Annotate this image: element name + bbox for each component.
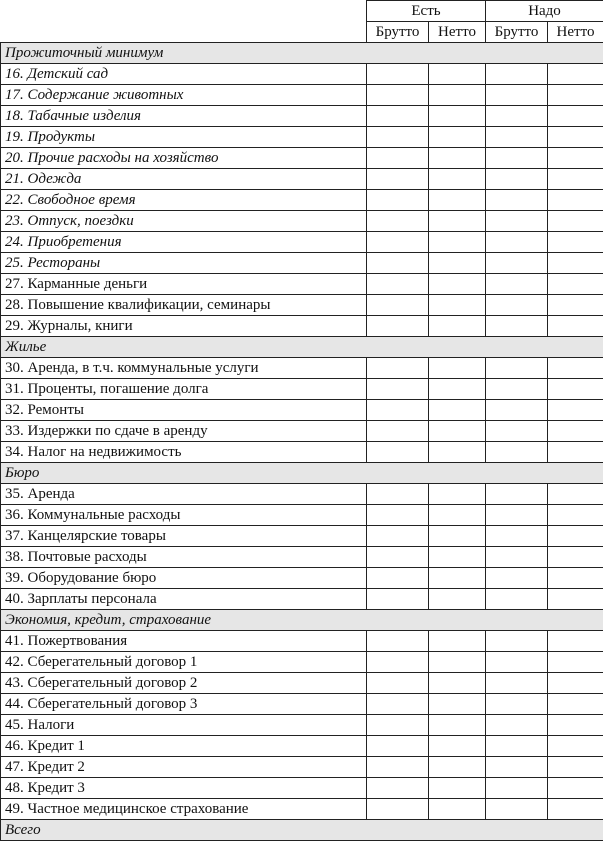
value-cell-need-net[interactable] bbox=[548, 568, 603, 589]
value-cell-need-gross[interactable] bbox=[486, 211, 548, 232]
header-row-groups bbox=[1, 1, 603, 22]
table-row bbox=[1, 652, 603, 673]
value-cell-have-gross[interactable] bbox=[367, 757, 429, 778]
value-cell-have-gross[interactable] bbox=[367, 379, 429, 400]
table-row bbox=[1, 421, 603, 442]
row-label: 48. Кредит 3 bbox=[1, 778, 367, 799]
row-label: 17. Содержание животных bbox=[1, 85, 367, 106]
section-title: Экономия, кредит, страхование bbox=[1, 610, 603, 631]
value-cell-need-net[interactable] bbox=[548, 673, 603, 694]
value-cell-have-gross[interactable] bbox=[367, 316, 429, 337]
value-cell-have-gross[interactable] bbox=[367, 799, 429, 820]
table-row bbox=[1, 673, 603, 694]
table-row bbox=[1, 694, 603, 715]
value-cell-need-net[interactable] bbox=[548, 799, 603, 820]
header-have-gross: Брутто bbox=[367, 22, 429, 43]
value-cell-have-gross[interactable] bbox=[367, 400, 429, 421]
value-cell-need-net[interactable] bbox=[548, 421, 603, 442]
table-row bbox=[1, 211, 603, 232]
value-cell-have-gross[interactable] bbox=[367, 631, 429, 652]
table-row bbox=[1, 799, 603, 820]
section-title: Бюро bbox=[1, 463, 603, 484]
value-cell-have-gross[interactable] bbox=[367, 190, 429, 211]
table-row bbox=[1, 316, 603, 337]
value-cell-have-gross[interactable] bbox=[367, 85, 429, 106]
row-label: 49. Частное медицинское страхование bbox=[1, 799, 367, 820]
value-cell-have-gross[interactable] bbox=[367, 694, 429, 715]
section-header bbox=[1, 43, 603, 64]
value-cell-need-gross[interactable] bbox=[486, 568, 548, 589]
row-label: 47. Кредит 2 bbox=[1, 757, 367, 778]
value-cell-have-net[interactable] bbox=[429, 736, 486, 757]
value-cell-have-gross[interactable] bbox=[367, 211, 429, 232]
value-cell-need-gross[interactable] bbox=[486, 295, 548, 316]
value-cell-have-net[interactable] bbox=[429, 295, 486, 316]
value-cell-have-net[interactable] bbox=[429, 211, 486, 232]
table-row bbox=[1, 190, 603, 211]
value-cell-need-net[interactable] bbox=[548, 400, 603, 421]
value-cell-need-gross[interactable] bbox=[486, 505, 548, 526]
value-cell-need-net[interactable] bbox=[548, 694, 603, 715]
value-cell-have-gross[interactable] bbox=[367, 652, 429, 673]
row-label: 33. Издержки по сдаче в аренду bbox=[1, 421, 367, 442]
table-row bbox=[1, 127, 603, 148]
row-label: 41. Пожертвования bbox=[1, 631, 367, 652]
value-cell-need-net[interactable] bbox=[548, 316, 603, 337]
value-cell-have-gross[interactable] bbox=[367, 169, 429, 190]
value-cell-need-net[interactable] bbox=[548, 253, 603, 274]
value-cell-need-gross[interactable] bbox=[486, 757, 548, 778]
value-cell-have-net[interactable] bbox=[429, 778, 486, 799]
row-label: 45. Налоги bbox=[1, 715, 367, 736]
table-row bbox=[1, 148, 603, 169]
value-cell-need-net[interactable] bbox=[548, 64, 603, 85]
value-cell-need-net[interactable] bbox=[548, 190, 603, 211]
table-row bbox=[1, 400, 603, 421]
value-cell-need-gross[interactable] bbox=[486, 715, 548, 736]
value-cell-need-net[interactable] bbox=[548, 547, 603, 568]
value-cell-need-gross[interactable] bbox=[486, 631, 548, 652]
value-cell-have-gross[interactable] bbox=[367, 358, 429, 379]
row-label: 34. Налог на недвижимость bbox=[1, 442, 367, 463]
value-cell-have-net[interactable] bbox=[429, 106, 486, 127]
row-label: 21. Одежда bbox=[1, 169, 367, 190]
value-cell-need-net[interactable] bbox=[548, 652, 603, 673]
header-group-need: Надо bbox=[486, 1, 603, 22]
table-row bbox=[1, 778, 603, 799]
row-label: 22. Свободное время bbox=[1, 190, 367, 211]
table-row bbox=[1, 757, 603, 778]
value-cell-have-net[interactable] bbox=[429, 526, 486, 547]
value-cell-need-net[interactable] bbox=[548, 127, 603, 148]
value-cell-have-net[interactable] bbox=[429, 799, 486, 820]
value-cell-need-gross[interactable] bbox=[486, 736, 548, 757]
value-cell-need-net[interactable] bbox=[548, 148, 603, 169]
table-row bbox=[1, 568, 603, 589]
table-row bbox=[1, 85, 603, 106]
row-label: 18. Табачные изделия bbox=[1, 106, 367, 127]
section-title: Прожиточный минимум bbox=[1, 43, 603, 64]
value-cell-need-net[interactable] bbox=[548, 85, 603, 106]
row-label: 38. Почтовые расходы bbox=[1, 547, 367, 568]
value-cell-need-net[interactable] bbox=[548, 526, 603, 547]
value-cell-need-gross[interactable] bbox=[486, 652, 548, 673]
value-cell-need-gross[interactable] bbox=[486, 148, 548, 169]
value-cell-need-gross[interactable] bbox=[486, 589, 548, 610]
value-cell-need-gross[interactable] bbox=[486, 799, 548, 820]
value-cell-need-net[interactable] bbox=[548, 358, 603, 379]
value-cell-need-net[interactable] bbox=[548, 505, 603, 526]
value-cell-have-net[interactable] bbox=[429, 673, 486, 694]
value-cell-have-gross[interactable] bbox=[367, 64, 429, 85]
value-cell-have-net[interactable] bbox=[429, 127, 486, 148]
value-cell-need-net[interactable] bbox=[548, 736, 603, 757]
value-cell-need-gross[interactable] bbox=[486, 778, 548, 799]
value-cell-have-net[interactable] bbox=[429, 715, 486, 736]
value-cell-have-gross[interactable] bbox=[367, 778, 429, 799]
section-title: Всего bbox=[1, 820, 603, 841]
table-row bbox=[1, 232, 603, 253]
value-cell-need-net[interactable] bbox=[548, 295, 603, 316]
value-cell-have-net[interactable] bbox=[429, 589, 486, 610]
table-row bbox=[1, 736, 603, 757]
value-cell-need-gross[interactable] bbox=[486, 253, 548, 274]
value-cell-have-gross[interactable] bbox=[367, 547, 429, 568]
value-cell-have-net[interactable] bbox=[429, 694, 486, 715]
value-cell-have-net[interactable] bbox=[429, 757, 486, 778]
value-cell-have-net[interactable] bbox=[429, 148, 486, 169]
value-cell-have-net[interactable] bbox=[429, 169, 486, 190]
row-label: 27. Карманные деньги bbox=[1, 274, 367, 295]
value-cell-need-net[interactable] bbox=[548, 379, 603, 400]
header-group-have: Есть bbox=[367, 1, 486, 22]
header-need-gross: Брутто bbox=[486, 22, 548, 43]
table-row bbox=[1, 106, 603, 127]
row-label: 35. Аренда bbox=[1, 484, 367, 505]
value-cell-have-gross[interactable] bbox=[367, 589, 429, 610]
section-header bbox=[1, 463, 603, 484]
table-row bbox=[1, 253, 603, 274]
section-title: Жилье bbox=[1, 337, 603, 358]
value-cell-have-net[interactable] bbox=[429, 400, 486, 421]
row-label: 43. Сберегательный договор 2 bbox=[1, 673, 367, 694]
header-have-net: Нетто bbox=[429, 22, 486, 43]
row-label: 39. Оборудование бюро bbox=[1, 568, 367, 589]
table-row bbox=[1, 715, 603, 736]
table-row bbox=[1, 484, 603, 505]
value-cell-need-net[interactable] bbox=[548, 232, 603, 253]
table-row bbox=[1, 505, 603, 526]
row-label: 30. Аренда, в т.ч. коммунальные услуги bbox=[1, 358, 367, 379]
value-cell-need-gross[interactable] bbox=[486, 85, 548, 106]
value-cell-need-gross[interactable] bbox=[486, 673, 548, 694]
section-header bbox=[1, 610, 603, 631]
value-cell-need-gross[interactable] bbox=[486, 694, 548, 715]
value-cell-have-gross[interactable] bbox=[367, 505, 429, 526]
row-label: 42. Сберегательный договор 1 bbox=[1, 652, 367, 673]
value-cell-have-net[interactable] bbox=[429, 631, 486, 652]
value-cell-have-net[interactable] bbox=[429, 274, 486, 295]
table-row bbox=[1, 169, 603, 190]
value-cell-have-gross[interactable] bbox=[367, 715, 429, 736]
value-cell-need-gross[interactable] bbox=[486, 400, 548, 421]
table-row bbox=[1, 589, 603, 610]
value-cell-have-gross[interactable] bbox=[367, 232, 429, 253]
total-row bbox=[1, 820, 603, 841]
value-cell-need-net[interactable] bbox=[548, 484, 603, 505]
row-label: 20. Прочие расходы на хозяйство bbox=[1, 148, 367, 169]
value-cell-need-gross[interactable] bbox=[486, 274, 548, 295]
value-cell-need-gross[interactable] bbox=[486, 64, 548, 85]
row-label: 31. Проценты, погашение долга bbox=[1, 379, 367, 400]
value-cell-need-gross[interactable] bbox=[486, 358, 548, 379]
value-cell-have-net[interactable] bbox=[429, 547, 486, 568]
value-cell-have-net[interactable] bbox=[429, 358, 486, 379]
section-header bbox=[1, 337, 603, 358]
value-cell-need-gross[interactable] bbox=[486, 316, 548, 337]
value-cell-have-gross[interactable] bbox=[367, 421, 429, 442]
table-row bbox=[1, 358, 603, 379]
value-cell-need-net[interactable] bbox=[548, 274, 603, 295]
value-cell-have-gross[interactable] bbox=[367, 484, 429, 505]
value-cell-need-gross[interactable] bbox=[486, 379, 548, 400]
table-row bbox=[1, 274, 603, 295]
value-cell-have-gross[interactable] bbox=[367, 253, 429, 274]
value-cell-need-net[interactable] bbox=[548, 211, 603, 232]
row-label: 40. Зарплаты персонала bbox=[1, 589, 367, 610]
row-label: 23. Отпуск, поездки bbox=[1, 211, 367, 232]
value-cell-have-net[interactable] bbox=[429, 64, 486, 85]
value-cell-have-gross[interactable] bbox=[367, 673, 429, 694]
row-label: 25. Рестораны bbox=[1, 253, 367, 274]
row-label: 28. Повышение квалификации, семинары bbox=[1, 295, 367, 316]
row-label: 16. Детский сад bbox=[1, 64, 367, 85]
value-cell-have-gross[interactable] bbox=[367, 148, 429, 169]
value-cell-need-net[interactable] bbox=[548, 778, 603, 799]
value-cell-have-net[interactable] bbox=[429, 232, 486, 253]
table-body bbox=[1, 43, 603, 841]
value-cell-need-gross[interactable] bbox=[486, 190, 548, 211]
value-cell-have-net[interactable] bbox=[429, 316, 486, 337]
row-label: 24. Приобретения bbox=[1, 232, 367, 253]
value-cell-need-gross[interactable] bbox=[486, 127, 548, 148]
value-cell-need-net[interactable] bbox=[548, 757, 603, 778]
value-cell-need-gross[interactable] bbox=[486, 547, 548, 568]
value-cell-need-net[interactable] bbox=[548, 169, 603, 190]
value-cell-need-gross[interactable] bbox=[486, 232, 548, 253]
row-label: 46. Кредит 1 bbox=[1, 736, 367, 757]
value-cell-have-gross[interactable] bbox=[367, 295, 429, 316]
row-label: 37. Канцелярские товары bbox=[1, 526, 367, 547]
value-cell-need-net[interactable] bbox=[548, 442, 603, 463]
value-cell-need-net[interactable] bbox=[548, 106, 603, 127]
value-cell-have-gross[interactable] bbox=[367, 127, 429, 148]
value-cell-have-net[interactable] bbox=[429, 484, 486, 505]
table-row bbox=[1, 64, 603, 85]
value-cell-have-net[interactable] bbox=[429, 652, 486, 673]
value-cell-have-gross[interactable] bbox=[367, 274, 429, 295]
value-cell-have-net[interactable] bbox=[429, 190, 486, 211]
value-cell-have-net[interactable] bbox=[429, 253, 486, 274]
table-row bbox=[1, 379, 603, 400]
value-cell-have-net[interactable] bbox=[429, 421, 486, 442]
value-cell-have-gross[interactable] bbox=[367, 736, 429, 757]
value-cell-need-net[interactable] bbox=[548, 631, 603, 652]
table-row bbox=[1, 631, 603, 652]
value-cell-need-gross[interactable] bbox=[486, 442, 548, 463]
value-cell-have-net[interactable] bbox=[429, 568, 486, 589]
table-row bbox=[1, 442, 603, 463]
row-label: 44. Сберегательный договор 3 bbox=[1, 694, 367, 715]
value-cell-have-gross[interactable] bbox=[367, 568, 429, 589]
table-row bbox=[1, 547, 603, 568]
table-row bbox=[1, 295, 603, 316]
value-cell-need-gross[interactable] bbox=[486, 526, 548, 547]
value-cell-have-gross[interactable] bbox=[367, 106, 429, 127]
table-row bbox=[1, 526, 603, 547]
row-label: 36. Коммунальные расходы bbox=[1, 505, 367, 526]
value-cell-need-gross[interactable] bbox=[486, 421, 548, 442]
value-cell-have-net[interactable] bbox=[429, 85, 486, 106]
row-label: 19. Продукты bbox=[1, 127, 367, 148]
value-cell-have-net[interactable] bbox=[429, 505, 486, 526]
value-cell-have-net[interactable] bbox=[429, 442, 486, 463]
value-cell-need-gross[interactable] bbox=[486, 484, 548, 505]
value-cell-have-gross[interactable] bbox=[367, 526, 429, 547]
value-cell-have-gross[interactable] bbox=[367, 442, 429, 463]
value-cell-need-net[interactable] bbox=[548, 715, 603, 736]
value-cell-need-gross[interactable] bbox=[486, 106, 548, 127]
header-blank-cell bbox=[1, 1, 367, 43]
header-need-net: Нетто bbox=[548, 22, 603, 43]
value-cell-have-net[interactable] bbox=[429, 379, 486, 400]
value-cell-need-gross[interactable] bbox=[486, 169, 548, 190]
value-cell-need-net[interactable] bbox=[548, 589, 603, 610]
row-label: 29. Журналы, книги bbox=[1, 316, 367, 337]
row-label: 32. Ремонты bbox=[1, 400, 367, 421]
